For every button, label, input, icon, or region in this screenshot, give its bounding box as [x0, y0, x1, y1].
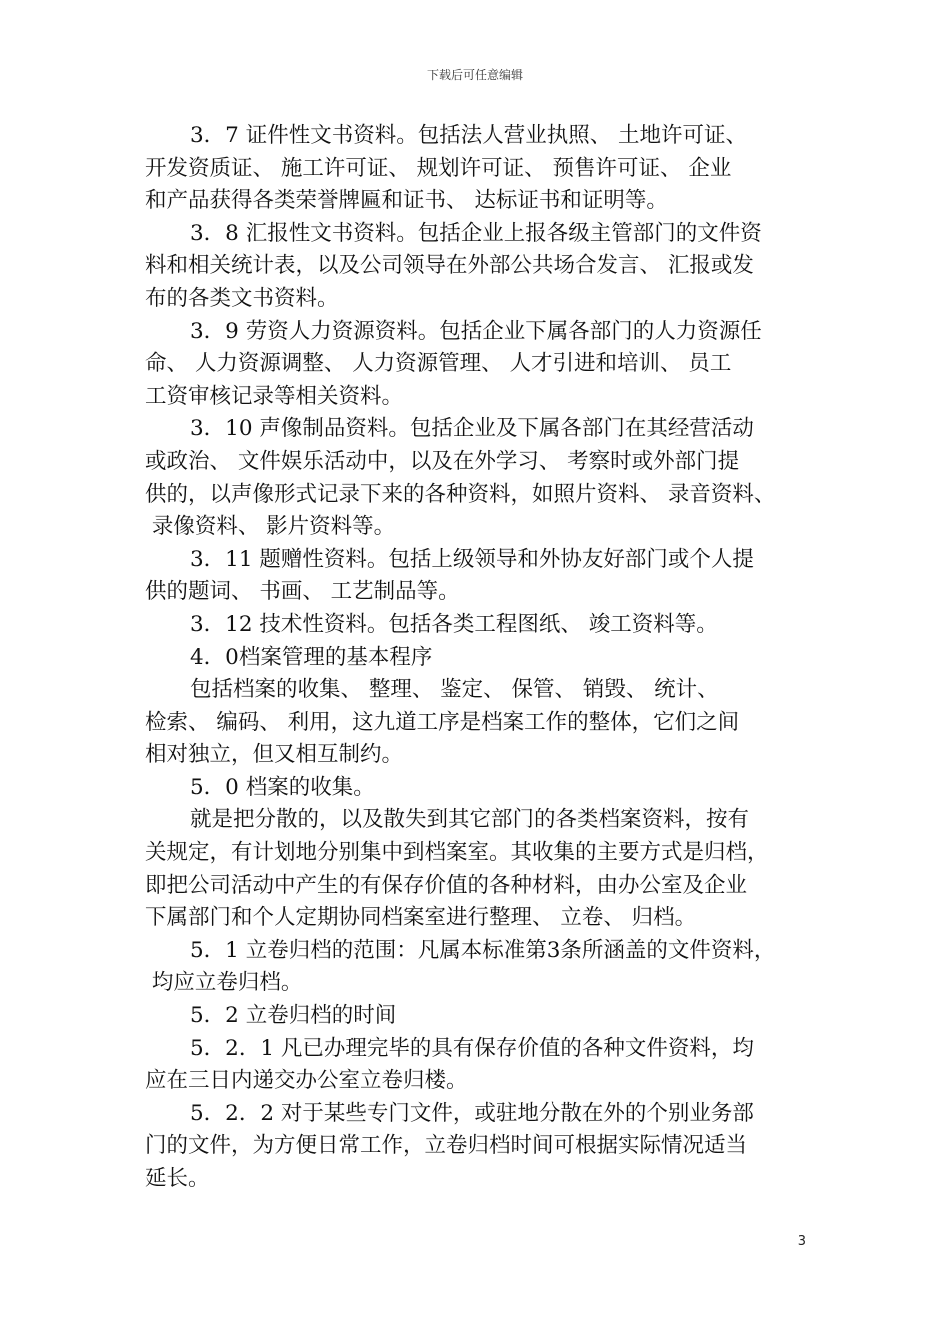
- text-line: 或政治、 文件娱乐活动中，以及在外学习、 考察时或外部门提: [145, 448, 740, 474]
- text-line: 供的，以声像形式记录下来的各种资料，如照片资料、 录音资料、: [145, 481, 776, 507]
- paragraph-5-2-1: 5．2．1 凡已办理完毕的具有保存价值的各种文件资料，均: [190, 1035, 754, 1061]
- text-line: 录像资料、 影片资料等。: [145, 514, 396, 540]
- paragraph-5-1: 5．1 立卷归档的范围：凡属本标准第3条所涵盖的文件资料，: [190, 937, 776, 963]
- text-line: 门的文件，为方便日常工作，立卷归档时间可根据实际情况适当: [145, 1133, 748, 1159]
- paragraph-3-9: 3．9 劳资人力资源资料。包括企业下属各部门的人力资源任: [190, 318, 762, 344]
- section-heading-5-0: 5．0 档案的收集。: [190, 774, 375, 800]
- document-body: [145, 120, 810, 1196]
- paragraph-3-8: 3．8 汇报性文书资料。包括企业上报各级主管部门的文件资: [190, 220, 762, 246]
- text-line: 均应立卷归档。: [145, 970, 303, 996]
- text-line: 关规定，有计划地分别集中到档案室。其收集的主要方式是归档，: [145, 840, 769, 866]
- text-line: 相对独立，但又相互制约。: [145, 742, 404, 768]
- text-line: 应在三日内递交办公室立卷归楼。: [145, 1068, 468, 1094]
- paragraph-5-0: 就是把分散的，以及散失到其它部门的各类档案资料，按有: [190, 807, 750, 833]
- paragraph-3-10: 3．10 声像制品资料。包括企业及下属各部门在其经营活动: [190, 416, 754, 442]
- paragraph-3-11: 3．11 题赠性资料。包括上级领导和外协友好部门或个人提: [190, 546, 754, 572]
- text-line: 料和相关统计表，以及公司领导在外部公共场合发言、 汇报或发: [145, 253, 754, 279]
- text-line: 供的题词、 书画、 工艺制品等。: [145, 579, 460, 605]
- paragraph-5-2-2: 5．2．2 对于某些专门文件，或驻地分散在外的个别业务部: [190, 1100, 754, 1126]
- page-number: 3: [797, 1234, 806, 1249]
- page-header: 下载后可任意编辑: [426, 68, 523, 82]
- text-line: 延长。: [145, 1166, 210, 1191]
- section-heading-4-0: 4．0档案管理的基本程序: [190, 644, 433, 670]
- text-line: 检索、 编码、 利用，这九道工序是档案工作的整体，它们之间: [145, 709, 740, 735]
- section-heading-5-2: 5．2 立卷归档的时间: [190, 1003, 397, 1029]
- text-line: 和产品获得各类荣誉牌匾和证书、 达标证书和证明等。: [145, 188, 668, 214]
- text-line: 命、 人力资源调整、 人力资源管理、 人才引进和培训、 员工: [145, 351, 732, 377]
- text-line: 即把公司活动中产生的有保存价值的各种材料，由办公室及企业: [145, 872, 748, 898]
- text-line: 下属部门和个人定期协同档案室进行整理、 立卷、 归档。: [145, 905, 697, 931]
- text-line: 开发资质证、 施工许可证、 规划许可证、 预售许可证、 企业: [145, 155, 732, 181]
- paragraph-3-12: 3．12 技术性资料。包括各类工程图纸、 竣工资料等。: [190, 611, 718, 637]
- paragraph-4-0: 包括档案的收集、 整理、 鉴定、 保管、 销毁、 统计、: [190, 677, 719, 703]
- text-line: 布的各类文书资料。: [145, 285, 339, 311]
- paragraph-3-7: 3．7 证件性文书资料。包括法人营业执照、 土地许可证、: [190, 123, 748, 148]
- text-line: 工资审核记录等相关资料。: [145, 383, 404, 409]
